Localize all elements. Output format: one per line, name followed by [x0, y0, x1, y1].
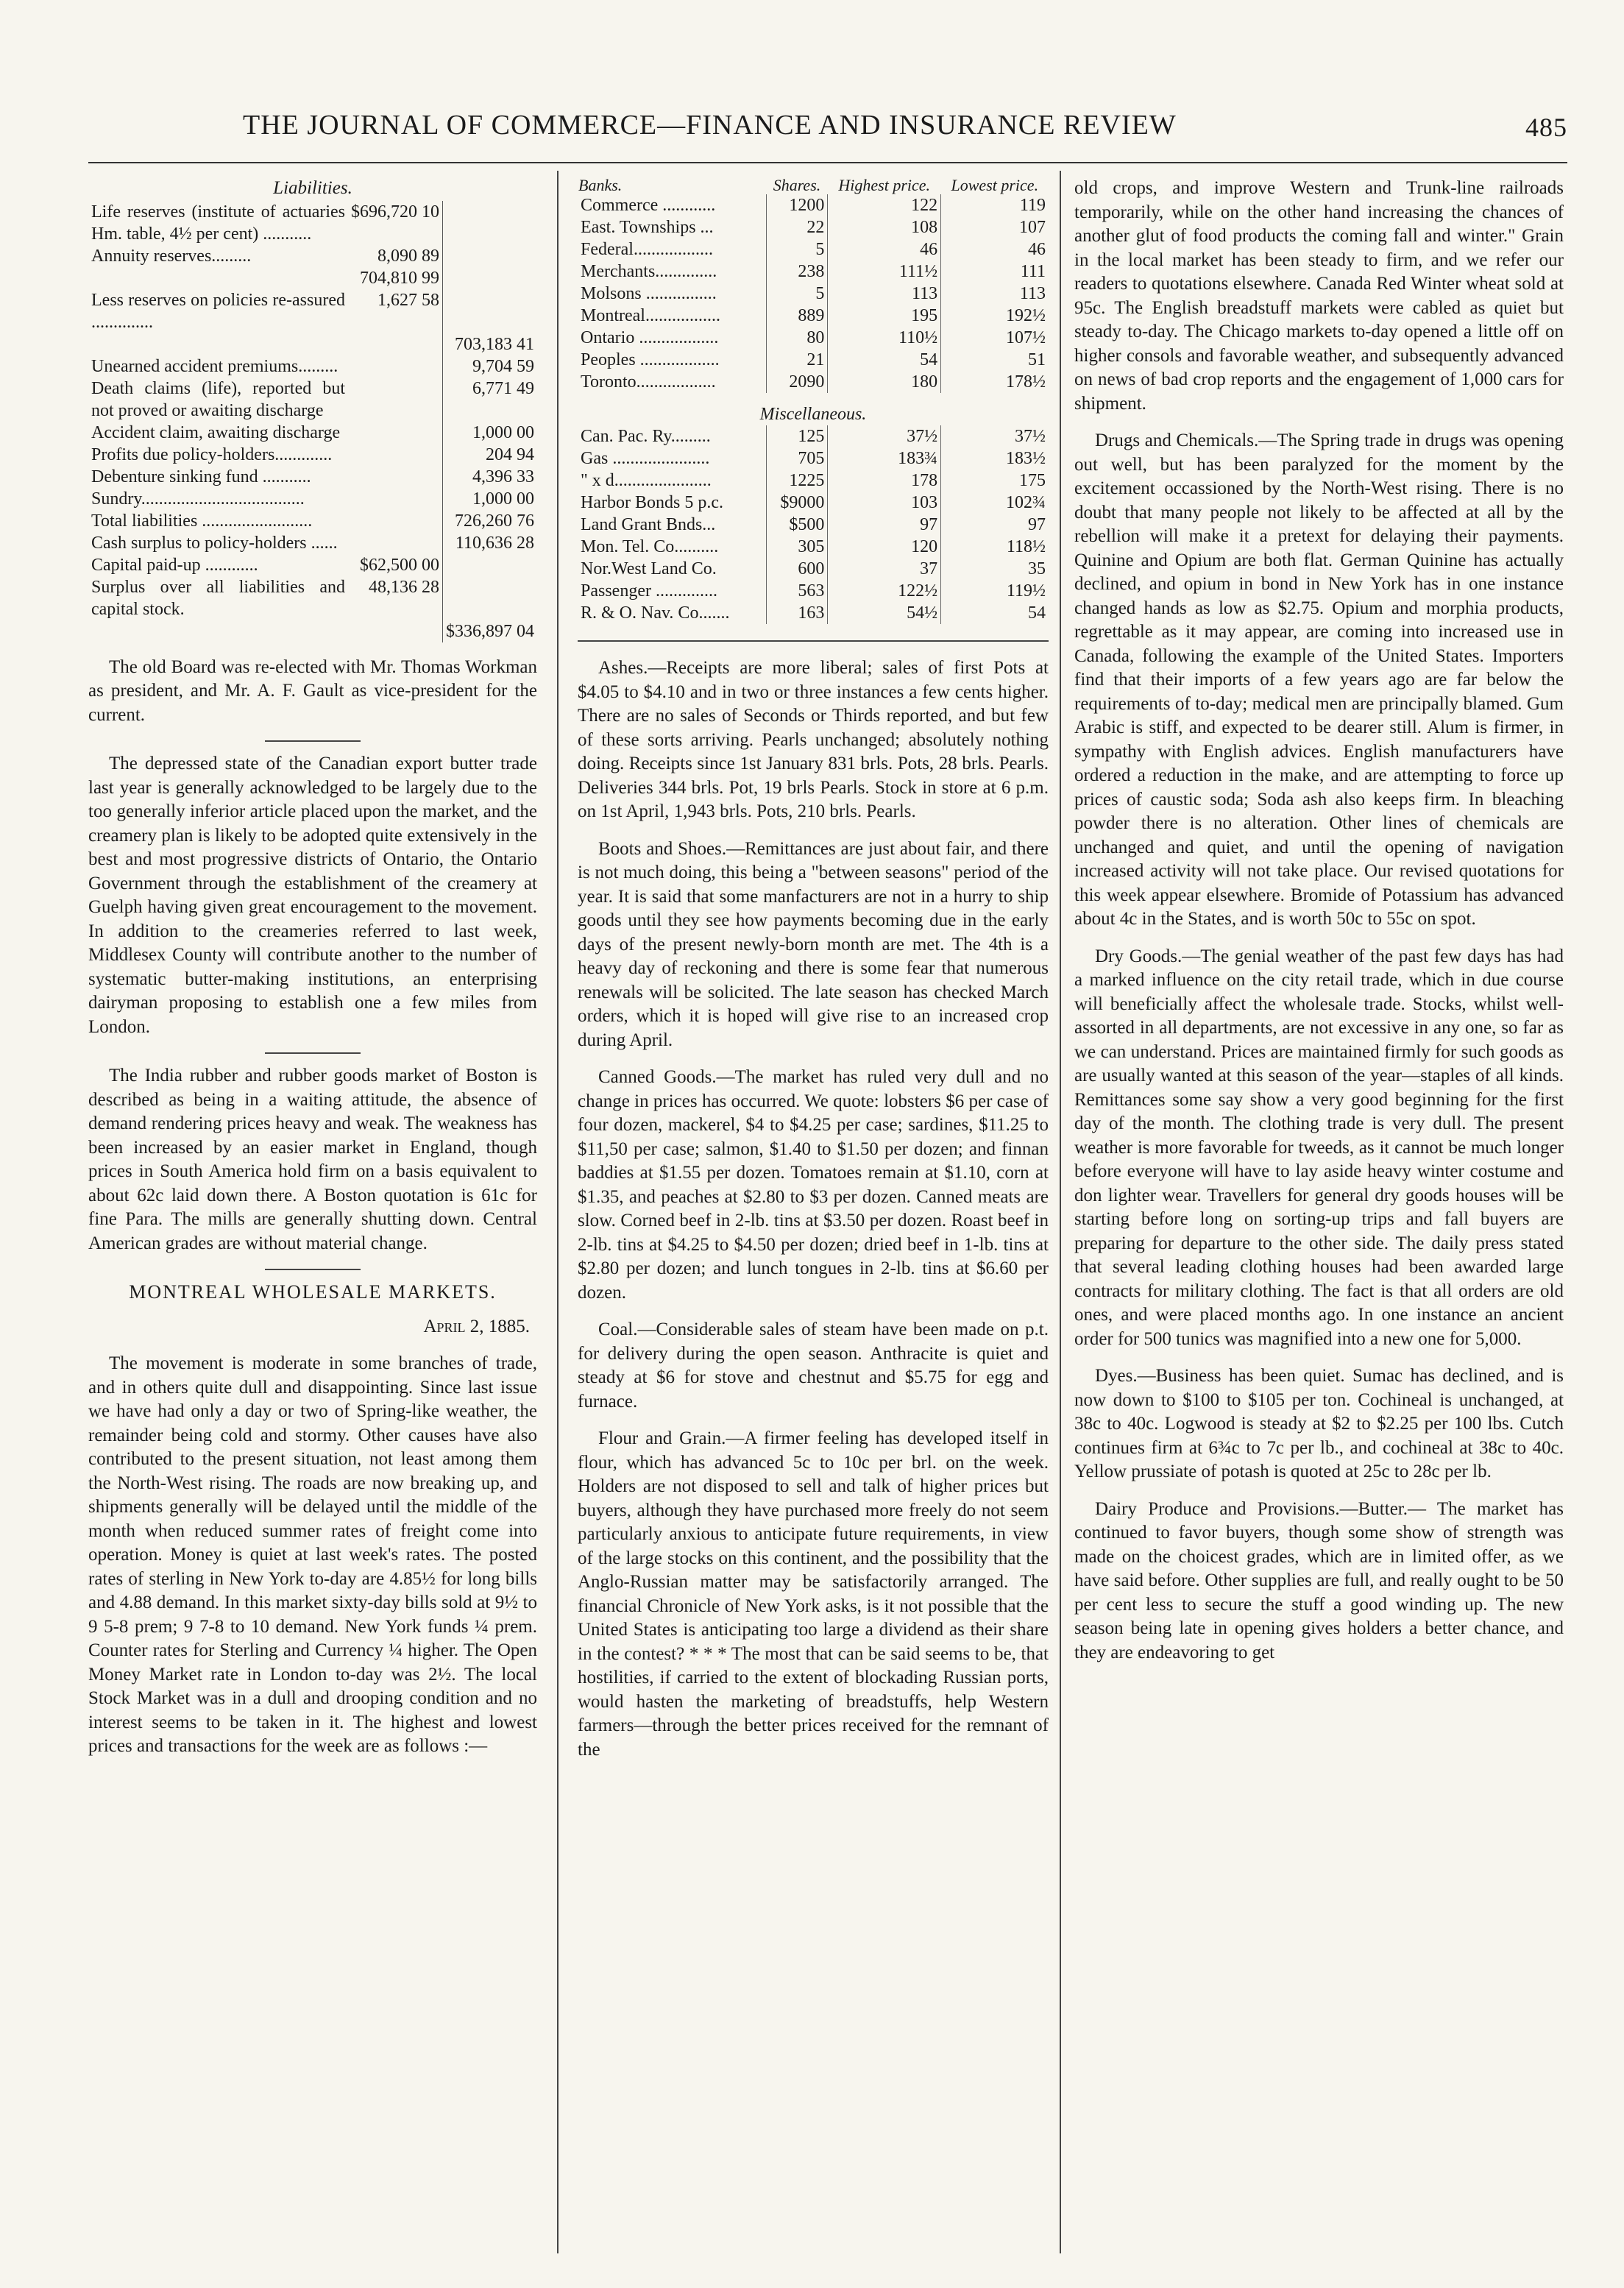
rubber-paragraph: The India rubber and rubber goods market of Boston is described as being in a waiting attitude, the absence of demand rendering prices heavy and weak. The weakness has been increased by an easier market in England, though prices in South America hold firm on a basis equivalent to about 62c laid down there. A Boston quotation is 61c for fine Para. The mills are generally shutting down. Central American grades are without material change.	[88, 1066, 537, 1253]
highest-cell: 195	[828, 305, 941, 327]
butter-paragraph: The depressed state of the Canadian export butter trade last year is generally acknowledged to be largely due to the too generally inferior article placed upon the market, and the creamery plan is likely to be adopted quite extensively in the best and most progressive districts of Ontario, the Ontario Government through the establishment of the creamery at Guelph having given great encouragement to the movement. In addition to the creameries referred to last week, Middlesex County will contribute another to the number of systematic butter-making institutions, an enterprising dairyman proposing to establish one a few miles from London.	[88, 754, 537, 1037]
highest-cell: 54	[828, 349, 941, 371]
column-divider-1	[557, 171, 559, 2253]
section-rule	[265, 1052, 361, 1054]
liability-amount: $62,500 00	[360, 555, 439, 575]
liabilities-table	[88, 201, 537, 642]
liability-label	[88, 620, 348, 642]
flour-grain-paragraph: Flour and Grain.—A firmer feeling has developed itself in flour, which has advanced 5c to 10c per brl. on the week. Holders are not disposed to sell and talk of higher prices but buyers, although they have purchased more freely do not seem particularly anxious to anticipate future requirements, in view of the large stocks on this continent, and the possibility that the Anglo-Russian matter may be satisfactorily arranged. The financial Chronicle of New York asks, is it not possible that the United States is anticipating too large a dividend as their share in the contest? * * * The most that can be said seems to be, that hostilities, if carried to the extent of blockading Russian ports, would hasten the marketing of breadstuffs, help Western farmers—through the better prices received for the remnant of the	[578, 1428, 1049, 1760]
stock-row	[578, 425, 1049, 447]
shares-cell: 5	[766, 238, 828, 261]
liability-amount: 6,771 49	[443, 378, 538, 422]
stock-name: Merchants..............	[581, 262, 717, 281]
stock-row	[578, 447, 1049, 470]
liability-label: Total liabilities .........................	[91, 511, 313, 531]
stock-name: Montreal.................	[581, 306, 720, 325]
shares-cell: 22	[766, 216, 828, 238]
stock-name: Commerce ............	[581, 196, 716, 215]
shares-cell: $500	[766, 514, 828, 536]
column-left	[88, 177, 537, 2259]
lowest-cell: 175	[941, 470, 1049, 492]
shares-cell: 600	[766, 558, 828, 580]
highest-cell: 180	[828, 371, 941, 393]
liabilities-heading: Liabilities.	[273, 178, 352, 198]
stock-row	[578, 305, 1049, 327]
liability-amount	[443, 245, 538, 267]
stock-row	[578, 283, 1049, 305]
lowest-cell: 35	[941, 558, 1049, 580]
liability-row	[88, 333, 537, 355]
lowest-cell: 37½	[941, 425, 1049, 447]
liability-amount	[443, 201, 538, 245]
shares-cell: 238	[766, 261, 828, 283]
liability-amount: $696,720 10	[351, 202, 439, 222]
lowest-cell: 46	[941, 238, 1049, 261]
journal-title: THE JOURNAL OF COMMERCE—FINANCE AND INSURANCE REVIEW	[243, 110, 1177, 141]
grain-continued-paragraph: old crops, and improve Western and Trunk-line railroads temporarily, while on the other hand increasing the chances of another glut of food products the coming fall and winter." Grain in the local market has been steady to firm, and we refer our readers to quotations elsewhere. Canada Red Winter wheat sold at 95c. The English breadstuff markets were cabled as quiet but steady to-day. The Chicago markets to-day opened a little off on higher consols and favorable weather, and subsequently advanced on news of bad crop reports and the engagement of 1,000 cars for shipment.	[1074, 178, 1564, 414]
stock-row	[578, 602, 1049, 624]
stock-row	[578, 349, 1049, 371]
liability-label: Life reserves (institute of actuaries Hm. table, 4½ per cent) ...........	[91, 202, 345, 244]
stock-name: Nor.West Land Co.	[581, 559, 717, 578]
liability-row	[88, 201, 537, 245]
shares-cell: 2090	[766, 371, 828, 393]
liability-row	[88, 289, 537, 333]
liability-amount: 8,090 89	[377, 246, 439, 266]
liability-label: Profits due policy-holders.............	[91, 445, 333, 464]
stock-row	[578, 470, 1049, 492]
stock-row	[578, 327, 1049, 349]
liability-row	[88, 466, 537, 488]
canned-goods-paragraph: Canned Goods.—The market has ruled very dull and no change in prices has occurred. We quote: lobsters $6 per case of four dozen, mackerel, $4 to $4.25 per case; sardines, $11.25 to $11,50 per case; salmon, $1.40 to $1.50 per dozen; and finnan baddies at $1.55 per dozen. Tomatoes remain at $1.10, corn at $1.35, and peaches at $2.80 to $3 per dozen. Canned meats are slow. Corned beef in 2-lb. tins at $3.50 per dozen. Roast beef in 2-lb. tins at $4.25 to $4.50 per dozen; dried beef in 1-lb. tins at $2.80 per dozen; and lunch tongues in 2-lb. tins at $6.60 per dozen.	[578, 1067, 1049, 1303]
shares-cell: 125	[766, 425, 828, 447]
lowest-cell: 111	[941, 261, 1049, 283]
highest-cell: 103	[828, 492, 941, 514]
column-divider-2	[1060, 171, 1061, 2253]
liability-amount	[348, 378, 443, 422]
page-header	[243, 109, 1567, 153]
liability-amount	[443, 576, 538, 620]
liability-label	[88, 333, 348, 355]
shares-cell: 163	[766, 602, 828, 624]
highest-cell: 37	[828, 558, 941, 580]
stock-row	[578, 492, 1049, 514]
shares-cell: 305	[766, 536, 828, 558]
liability-amount: 9,704 59	[443, 355, 538, 378]
stock-name: Land Grant Bnds...	[581, 515, 716, 534]
liability-row	[88, 378, 537, 422]
liability-amount: 1,627 58	[377, 290, 439, 310]
liability-amount: $336,897 04	[443, 620, 538, 642]
liability-amount	[348, 488, 443, 510]
liability-label: Sundry.....................................	[91, 489, 305, 509]
liability-label: Capital paid-up ............	[91, 555, 258, 575]
liability-label: Less reserves on policies re-assured ..............	[91, 290, 345, 332]
shares-cell: 21	[766, 349, 828, 371]
dry-goods-paragraph: Dry Goods.—The genial weather of the past few days has had a marked influence on the city retail trade, which in due course will beneficially affect the wholesale trade. Stocks, whilst well-assorted in all departments, are not excessive in any one, so far as we can understand. Prices are maintained firmly for such goods as are usually wanted at this season of the year—staples of all kinds. Remittances some say show a very good beginning for the first day of the month. The clothing trade is very dull. The present weather is more favorable for tweeds, as it cannot be much longer before everyone will have to lay aside heavy winter costume and don lighter wear. Travellers for general dry goods houses will be starting before long on sorting-up trips and fall buyers are preparing for departure to the other side. The daily press stated that several leading clothing houses had been awarded large contracts for military clothing. The fact is that all orders are old ones, and were placed months ago. In one instance an ancient order for 500 tunics was magnified into a new one for 5,000.	[1074, 946, 1564, 1349]
highest-cell: 54½	[828, 602, 941, 624]
highest-cell: 37½	[828, 425, 941, 447]
lowest-cell: 113	[941, 283, 1049, 305]
liability-row	[88, 554, 537, 576]
liability-amount	[348, 355, 443, 378]
liability-row	[88, 444, 537, 466]
stock-row	[578, 261, 1049, 283]
shares-cell: 705	[766, 447, 828, 470]
lowest-cell: 51	[941, 349, 1049, 371]
lowest-cell: 118½	[941, 536, 1049, 558]
market-heading: MONTREAL WHOLESALE MARKETS.	[129, 1281, 497, 1303]
lowest-cell: 192½	[941, 305, 1049, 327]
coal-paragraph: Coal.—Considerable sales of steam have been made on p.t. for delivery during the open season. Anthracite is quiet and steady at $6 for stove and chestnut and $5.75 for egg and furnace.	[578, 1320, 1049, 1412]
stock-name: Federal..................	[581, 240, 713, 259]
liability-row	[88, 488, 537, 510]
liability-row	[88, 245, 537, 267]
highest-cell: 178	[828, 470, 941, 492]
stock-row	[578, 371, 1049, 393]
highest-cell: 120	[828, 536, 941, 558]
stock-row	[578, 580, 1049, 602]
stock-name: Molsons ................	[581, 284, 717, 303]
stock-row	[578, 216, 1049, 238]
lowest-header: Lowest price.	[951, 177, 1039, 194]
liability-label: Debenture sinking fund ...........	[91, 467, 311, 486]
liability-amount: 204 94	[443, 444, 538, 466]
liability-label: Accident claim, awaiting discharge	[91, 422, 341, 442]
highest-header: Highest price.	[838, 177, 931, 194]
banks-header: Banks.	[578, 177, 623, 194]
stock-name: East. Townships ...	[581, 218, 714, 237]
lowest-cell: 54	[941, 602, 1049, 624]
ashes-paragraph: Ashes.—Receipts are more liberal; sales of first Pots at $4.05 to $4.10 and in two or three instances a few cents higher. There are no sales of Seconds or Thirds reported, and but few of these sorts arriving. Pearls unchanged; absolutely nothing doing. Receipts since 1st January 831 brls. Pots, 28 brls. Pearls. Deliveries 344 brls. Pot, 19 brls Pearls. Stock in store at 6 p.m. on 1st April, 1,943 brls. Pots, 210 brls. Pearls.	[578, 658, 1049, 821]
liability-row	[88, 620, 537, 642]
stock-name: Can. Pac. Ry.........	[581, 427, 711, 446]
dyes-paragraph: Dyes.—Business has been quiet. Sumac has declined, and is now down to $100 to $105 per ton. Cochineal is unchanged, at 38c to 40c. Logwood is steady at $2 to $2.25 per 100 lbs. Cutch continues firm at 6¾c to 7c per lb., and cochineal at 38c to 40c. Yellow prussiate of potash is quoted at 25c to 28c per lb.	[1074, 1366, 1564, 1481]
liability-label: Annuity reserves.........	[91, 246, 252, 266]
lowest-cell: 97	[941, 514, 1049, 536]
stock-name: Mon. Tel. Co..........	[581, 537, 719, 556]
column-right	[1074, 177, 1564, 2259]
liability-amount: 48,136 28	[369, 577, 439, 597]
liability-amount	[348, 532, 443, 554]
stock-name: Harbor Bonds 5 p.c.	[581, 493, 723, 512]
stock-name: Ontario ..................	[581, 328, 719, 347]
stock-name: R. & O. Nav. Co.......	[581, 603, 730, 623]
shares-cell: 5	[766, 283, 828, 305]
lowest-cell: 119	[941, 194, 1049, 216]
liability-label: Death claims (life), reported but not proved or awaiting discharge	[91, 378, 345, 420]
liability-amount	[348, 466, 443, 488]
liability-row	[88, 576, 537, 620]
liability-amount	[443, 289, 538, 333]
liability-row	[88, 267, 537, 289]
section-rule	[265, 740, 361, 742]
shares-cell: 1200	[766, 194, 828, 216]
liability-label: Unearned accident premiums.........	[91, 356, 338, 376]
stock-row	[578, 194, 1049, 216]
highest-cell: 108	[828, 216, 941, 238]
liability-amount	[348, 444, 443, 466]
liability-amount	[348, 620, 443, 642]
lowest-cell: 183½	[941, 447, 1049, 470]
liability-amount	[443, 554, 538, 576]
highest-cell: 111½	[828, 261, 941, 283]
stock-name: " x d......................	[581, 471, 712, 490]
highest-cell: 122	[828, 194, 941, 216]
lowest-cell: 107	[941, 216, 1049, 238]
stock-table	[578, 177, 1049, 624]
section-rule	[265, 1269, 361, 1270]
shares-cell: 80	[766, 327, 828, 349]
liability-amount	[348, 510, 443, 532]
stock-row	[578, 558, 1049, 580]
liability-amount	[348, 333, 443, 355]
highest-cell: 110½	[828, 327, 941, 349]
market-paragraph: The movement is moderate in some branches of trade, and in others quite dull and disappointing. Since last issue we have had only a day or two of Spring-like weather, the remainder being cold and stormy. Other causes have also contributed to the present situation, not least among them the North-West rising. The roads are now breaking up, and shipments generally will be delayed until the middle of the month when reduced summer rates of freight come into operation. Money is quiet at last week's rates. The posted rates of sterling in New York to-day are 4.85½ for long bills and 4.88 demand. In this market sixty-day bills sold at 9½ to 9 5-8 prem; 9 7-8 to 10 demand. New York funds ¼ prem. Counter rates for Sterling and Currency ¼ higher. The Open Money Market rate in London to-day was 2½. The local Stock Market was in a dull and drooping condition and no interest seems to be taken in it. The highest and lowest prices and transactions for the week are as follows :—	[88, 1353, 537, 1756]
highest-cell: 183¾	[828, 447, 941, 470]
highest-cell: 113	[828, 283, 941, 305]
highest-cell: 46	[828, 238, 941, 261]
liability-amount	[348, 422, 443, 444]
stock-row	[578, 514, 1049, 536]
liability-amount: 1,000 00	[443, 422, 538, 444]
page-number: 485	[1525, 113, 1567, 142]
liability-amount: 704,810 99	[360, 268, 439, 288]
dateline: April 2, 1885.	[423, 1316, 530, 1336]
boots-paragraph: Boots and Shoes.—Remittances are just about fair, and there is not much doing, this being a "between seasons" period of the year. It is said that some manfacturers are not in a hurry to ship goods until they see how payments becoming due in the early days of the present newly-born month are met. The 4th is a heavy day of reckoning and there is some fear that numerous renewals will be solicited. The late season has checked March orders, which it is hoped will give rise to an increased crop during April.	[578, 838, 1049, 1050]
lowest-cell: 178½	[941, 371, 1049, 393]
liability-row	[88, 355, 537, 378]
liability-label	[88, 267, 348, 289]
stock-name: Toronto..................	[581, 372, 716, 392]
stock-name: Passenger ..............	[581, 581, 717, 601]
stock-name: Peoples ..................	[581, 350, 720, 369]
highest-cell: 97	[828, 514, 941, 536]
liability-amount: 1,000 00	[443, 488, 538, 510]
liability-label: Surplus over all liabilities and capital stock.	[91, 577, 345, 619]
liability-row	[88, 510, 537, 532]
drugs-paragraph: Drugs and Chemicals.—The Spring trade in drugs was opening out well, but has been paralyzed for the moment by the excitement occassioned by the North-West rising. There is no doubt that many people not likely to be affected at all by the rebellion will make it a pretext for delaying their payments. Quinine and Opium are both flat. German Quinine has actually declined, and opium in bond in New York has in one instance changed hands as low as $2.75. Opium and morphia products, regrettable as it may appear, are coming into increased use in Canada, following the example of the United States. Importers find that their imports of a few years ago are far below the requirements of to-day; medical men are principally blamed. Gum Arabic is stiff, and expected to be dearer still. Alum is firmer, in sympathy with English advices. English manufacturers have ordered a reduction in the make, and are attempting to force up prices of caustic soda; Soda ash also keeps firm. In bleaching powder there is no alteration. Other lines of chemicals are unchanged and quiet, and until the opening of navigation increased activity will not take place. Our revised quotations for this week appear elsewhere. Bromide of Potassium has advanced about 4c in the States, and is worth 50c to 55c on spot.	[1074, 431, 1564, 929]
liability-amount: 703,183 41	[443, 333, 538, 355]
shares-cell: 563	[766, 580, 828, 602]
liability-amount: 726,260 76	[443, 510, 538, 532]
liability-row	[88, 532, 537, 554]
highest-cell: 122½	[828, 580, 941, 602]
stock-name: Gas ......................	[581, 449, 710, 468]
stock-row	[578, 536, 1049, 558]
board-paragraph: The old Board was re-elected with Mr. Thomas Workman as president, and Mr. A. F. Gault as vice-president for the current.	[88, 656, 537, 725]
lowest-cell: 102¾	[941, 492, 1049, 514]
dairy-paragraph: Dairy Produce and Provisions.—Butter.— The market has continued to favor buyers, though some show of strength was made on the choicest grades, which are in limited offer, as we have said before. Other supplies are full, and really ought to be 50 per cent less to secure the stuff a good winding up. The new season being late in opening gives holders a better chance, and they are endeavoring to get	[1074, 1498, 1564, 1662]
stock-row	[578, 238, 1049, 261]
liability-label: Cash surplus to policy-holders ......	[91, 533, 338, 553]
lowest-cell: 107½	[941, 327, 1049, 349]
liability-row	[88, 422, 537, 444]
misc-heading: Miscellaneous.	[759, 405, 867, 424]
liability-amount: 4,396 33	[443, 466, 538, 488]
lowest-cell: 119½	[941, 580, 1049, 602]
liability-amount: 110,636 28	[443, 532, 538, 554]
shares-header: Shares.	[773, 177, 821, 194]
header-rule	[88, 162, 1567, 163]
shares-cell: 889	[766, 305, 828, 327]
liability-amount	[443, 267, 538, 289]
table-rule	[578, 640, 1049, 642]
shares-cell: 1225	[766, 470, 828, 492]
shares-cell: $9000	[766, 492, 828, 514]
column-middle	[578, 177, 1049, 2259]
